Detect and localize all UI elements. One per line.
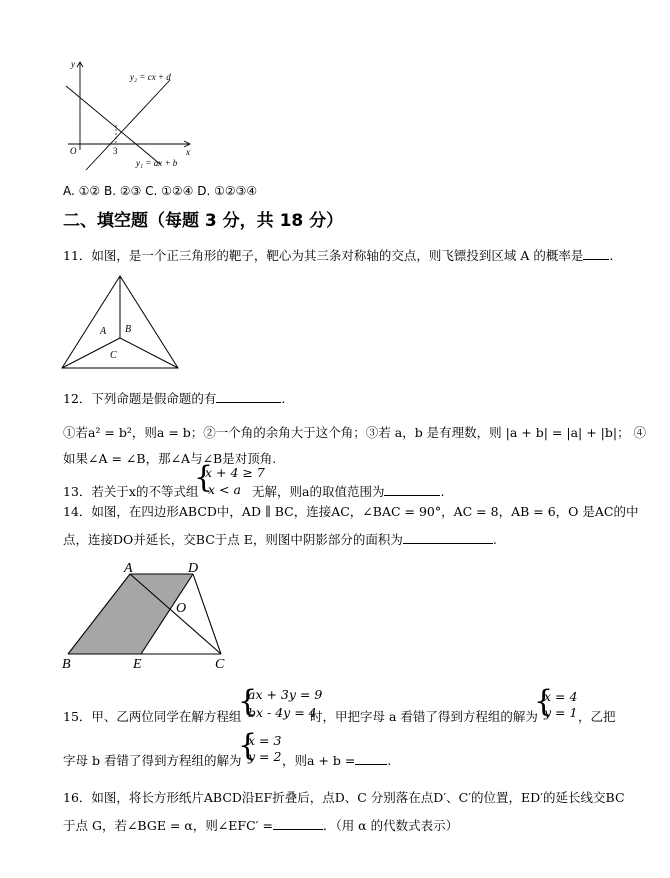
q13-suffix-wrap bbox=[252, 482, 444, 500]
q15-prefix: 15．甲、乙两位同学在解方程组 bbox=[63, 709, 242, 724]
q13-suffix: 无解，则a的取值范围为 bbox=[252, 484, 385, 499]
q12-blank bbox=[216, 390, 281, 403]
q11-blank bbox=[583, 247, 609, 260]
q14-blank bbox=[403, 531, 493, 544]
q15-sol1a: x = 4 bbox=[544, 689, 578, 704]
q15-line2-suffix-wrap bbox=[282, 751, 391, 769]
tick-label: 3 bbox=[113, 146, 118, 156]
q15-after: ，乙把 bbox=[578, 709, 616, 724]
y-axis-label: y bbox=[71, 59, 75, 69]
q13-brace: { bbox=[194, 460, 214, 495]
q10-options: A. ①② B. ②③ C. ①②④ D. ①②③④ bbox=[63, 184, 258, 198]
q15-sol2a: x = 3 bbox=[248, 733, 282, 748]
q16-blank bbox=[273, 817, 323, 830]
line-label-y2: y₂ = cx + d bbox=[130, 72, 171, 82]
q13-ineq2: x < a bbox=[208, 482, 241, 497]
q14-line2-wrap bbox=[63, 530, 497, 548]
point-b-label: B bbox=[62, 657, 71, 670]
point-d-label: D bbox=[188, 561, 199, 576]
q13-prefix: 13．若关于x的不等式组 bbox=[63, 484, 199, 499]
q13-ineq1: x + 4 ≥ 7 bbox=[205, 465, 265, 480]
q15-sol2b: y = 2 bbox=[248, 749, 282, 764]
q12-line2: 如果∠A = ∠B，那∠A与∠B是对顶角. bbox=[63, 451, 277, 466]
point-e-label: E bbox=[133, 657, 142, 670]
q15-line2-suffix: ，则a + b = bbox=[282, 753, 356, 768]
target-triangle bbox=[58, 274, 182, 372]
q16-line2: 于点 G，若∠BGE = α，则∠EFC′ = bbox=[63, 818, 273, 833]
point-a-label: A bbox=[124, 561, 133, 576]
q15-eq2: bx - 4y = 4 bbox=[248, 705, 317, 720]
region-c-label: C bbox=[110, 350, 117, 361]
q12-text bbox=[63, 389, 285, 407]
q15-brace3: { bbox=[238, 728, 258, 763]
region-a-label: A bbox=[100, 326, 107, 337]
x-axis-label: x bbox=[186, 147, 190, 157]
region-b-label: B bbox=[125, 324, 132, 335]
q14-line1: 14．如图，在四边形ABCD中，AD ∥ BC，连接AC，∠BAC = 90°，AC = 8，AB = 6，O 是AC的中 bbox=[63, 504, 639, 519]
q13-end: . bbox=[440, 484, 445, 499]
line-label-y1: y₁ = ax + b bbox=[136, 158, 178, 168]
q15-mid: 时，甲把字母 a 看错了得到方程组的解为 bbox=[310, 709, 538, 724]
point-c-label: C bbox=[215, 657, 225, 670]
q15-end: . bbox=[387, 753, 392, 768]
q11-stem: 11．如图，是一个正三角形的靶子，靶心为其三条对称轴的交点，则飞镖投到区域 A 的概率是 bbox=[63, 248, 584, 263]
q12-line1: ①若a² = b²，则a = b；②一个角的余角大于这个角；③若 a，b 是有理数，则 |a + b| = |a| + |b|； ④ bbox=[63, 425, 647, 440]
q16-line1: 16．如图，将长方形纸片ABCD沿EF折叠后，点D、C 分别落在点D′、C′的位置，ED′的延长线交BC bbox=[63, 790, 625, 805]
q12-end: . bbox=[281, 391, 286, 406]
point-o-label: O bbox=[176, 601, 187, 616]
q16-line2-wrap bbox=[63, 816, 458, 834]
section-title: 二、填空题（每题 3 分，共 18 分） bbox=[63, 211, 344, 231]
q16-end: ．（用 α 的代数式表示） bbox=[322, 818, 459, 833]
linear-functions-graph bbox=[58, 58, 198, 178]
q15-sol1b: y = 1 bbox=[544, 705, 578, 720]
q13-blank bbox=[384, 483, 440, 496]
q15-brace1: { bbox=[238, 684, 258, 719]
q15-blank bbox=[355, 752, 387, 765]
q15-brace2: { bbox=[534, 684, 554, 719]
q15-line2-prefix: 字母 b 看错了得到方程组的解为 bbox=[63, 753, 242, 768]
quadrilateral-figure bbox=[58, 558, 238, 670]
q14-line2: 点，连接DO并延长，交BC于点 E，则图中阴影部分的面积为 bbox=[63, 532, 403, 547]
origin-label: O bbox=[70, 146, 77, 156]
q15-eq1: ax + 3y = 9 bbox=[248, 687, 323, 702]
q14-end: . bbox=[492, 532, 497, 547]
q11-end: . bbox=[609, 248, 614, 263]
q12-stem: 12．下列命题是假命题的有 bbox=[63, 391, 217, 406]
q11-text bbox=[63, 246, 613, 264]
